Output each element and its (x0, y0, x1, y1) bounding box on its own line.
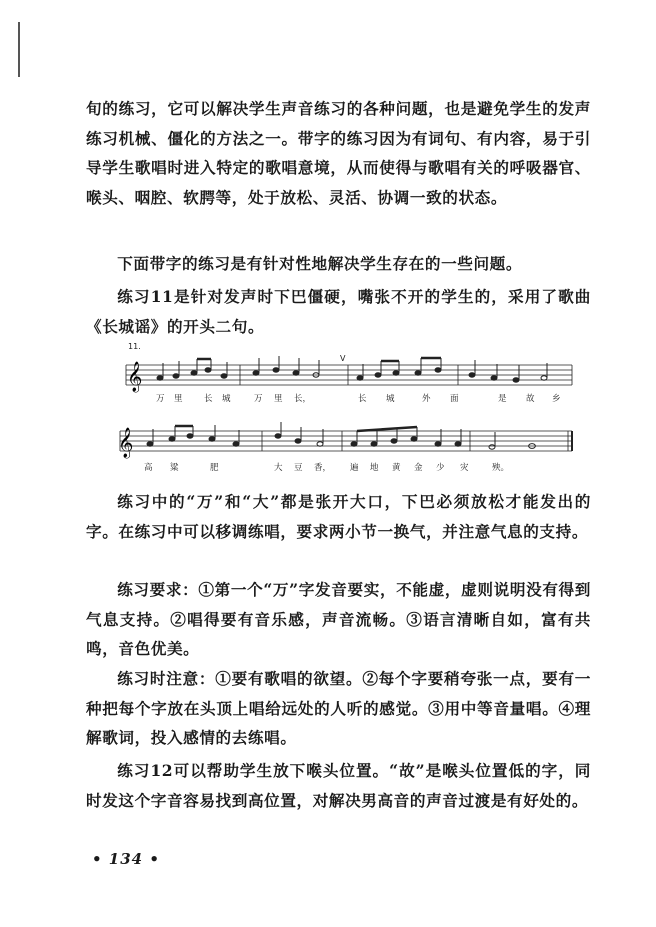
lyric: 殃。 (492, 463, 510, 473)
lyric: 高 (144, 463, 153, 473)
paragraph-3 (86, 282, 591, 341)
lyric: 长 (358, 394, 367, 404)
lyric: 面 (450, 394, 459, 404)
exercise-number: 11. (128, 342, 141, 351)
notes-staff-1 (157, 356, 547, 382)
paragraph-2 (86, 249, 591, 279)
lyrics-line-1 (156, 393, 561, 404)
paragraph-6 (86, 664, 591, 753)
treble-clef-icon: 𝄞 (127, 362, 143, 392)
paragraph-1 (86, 94, 591, 212)
lyric: 里 (174, 394, 183, 404)
paragraph-6-text: 练习时注意：①要有歌唱的欲望。②每个字要稍夸张一点，要有一种把每个字放在头顶上唱给远处的人听的感觉。③用中等音量唱。④理解歌词，投入感情的去练唱。 (86, 669, 591, 747)
paragraph-7-text: 练习12可以帮助学生放下喉头位置。“故”是喉头位置低的字，同时发这个字音容易找到高位置，对解决男高音的声音过渡是有好处的。 (86, 761, 591, 810)
paragraph-4-text: 练习中的“万”和“大”都是张开大口，下巴必须放松才能发出的字。在练习中可以移调练唱，要求两小节一换气，并注意气息的支持。 (86, 492, 591, 541)
lyric: 大 (274, 463, 283, 473)
lyric: 万 (156, 394, 165, 404)
paragraph-1-text: 旬的练习，它可以解决学生声音练习的各种问题，也是避免学生的发声练习机械、僵化的方法之一。带字的练习因为有词句、有内容，易于引导学生歌唱时进入特定的歌唱意境，从而使得与歌唱有关的呼吸器官、喉头、咽腔、软腭等，处于放松、灵活、协调一致的状态。 (86, 99, 591, 207)
treble-clef-icon: 𝄞 (118, 428, 134, 458)
binding-line (18, 22, 20, 77)
lyric: 外 (422, 394, 431, 404)
lyric: 香， (314, 463, 332, 473)
lyric: 遍 (350, 463, 359, 473)
lyric: 里 (274, 394, 283, 404)
paragraph-4 (86, 487, 591, 546)
paragraph-5-text: 练习要求：①第一个“万”字发音要实，不能虚，虚则说明没有得到气息支持。②唱得要有音乐感，声音流畅。③语言清晰自如，富有共鸣，音色优美。 (86, 580, 591, 658)
page-number: • 134 • (92, 850, 160, 868)
lyric: 灾 (460, 463, 469, 473)
lyric: 乡 (552, 394, 561, 404)
lyric: 豆 (294, 463, 303, 473)
lyric: 粱 (170, 463, 179, 473)
lyric: 是 (498, 394, 507, 404)
lyric: 长， (294, 394, 312, 404)
breath-mark: V (340, 354, 346, 363)
lyric: 长 (204, 394, 213, 404)
lyric: 地 (370, 463, 379, 473)
lyrics-line-2 (144, 462, 509, 473)
paragraph-2-text: 下面带字的练习是有针对性地解决学生存在的一些问题。 (117, 254, 523, 273)
lyric: 城 (386, 394, 395, 404)
lyric: 万 (254, 394, 263, 404)
music-score (120, 343, 580, 483)
lyric: 少 (436, 463, 445, 473)
lyric: 肥 (210, 463, 219, 473)
paragraph-7 (86, 756, 591, 815)
lyric: 城 (222, 394, 231, 404)
lyric: 故 (526, 394, 535, 404)
lyric: 黄 (392, 463, 401, 473)
lyric: 金 (414, 463, 423, 473)
paragraph-3-text: 练习11是针对发声时下巴僵硬，嘴张不开的学生的，采用了歌曲《长城谣》的开头二句。 (86, 287, 591, 336)
paragraph-5 (86, 575, 591, 664)
